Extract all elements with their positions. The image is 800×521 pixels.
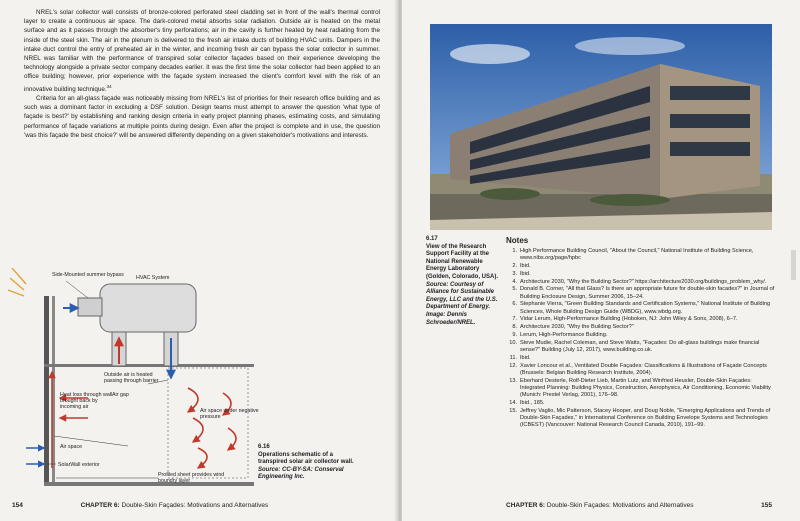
- body-text: [24, 8, 380, 140]
- paragraph-1: NREL's solar collector wall consists of bronze-colored perforated steel cladding set in front of the wall's thermal control layer to create a continuous air space. The dark-colored metal absorbs solar radiation. Outside air is heated on the metal surface and as it passes through the absorber's tiny perforations; air in the cavity is further heated by heat radiating from the inside of the steel skin. The air in the plenum is delivered to the fresh air intake ducts of building HVAC units. Dampers in the intake duct control the entry of preheated air in the winter, and incoming fresh air can bypass the solar collector in summer. NREL was familiar with the performance of transpired solar collector façades based on their experience developing the technology alongside a private sector company decades earlier. It was the first time the solar collector had been applied to an office building; however, prior experience with the façade system increased the client's comfort level with the risk of an innovative building technique.$^{34}$: [24, 9, 380, 93]
- sun-rays: [8, 268, 26, 296]
- label-bypass: Side-Mounted summer bypass: [52, 272, 124, 278]
- notes-list: [506, 248, 778, 429]
- label-air-space: Air space: [60, 444, 83, 450]
- caption-source: Source: CC-BY-SA: Conserval Engineering Inc.: [258, 466, 344, 481]
- note-item: 6. Stephanie Vierra, "Green Building Standards and Certification Systems," National Institute of Building Sciences, Whole Building Design Guide (WBDG), www.wbdg.org.: [512, 301, 771, 315]
- note-item: 15. Jeffrey Vaglio, Mic Patterson, Stacey Hooper, and Doug Noble, "Emerging Applications and Trends of Double-Skin Façades," in International Conference on Building Envelope Systems and Technologies (ICBEST) (Vancouver: National Research Council Canada, 2010), 191–99.: [509, 407, 771, 428]
- note-item: 2. Ibid.: [512, 263, 531, 269]
- chapter-title: Double-Skin Façades: Motivations and Alternatives: [546, 502, 694, 509]
- chapter-label: CHAPTER 6:: [80, 502, 120, 509]
- note-item: 7. Vidar Lerum, High-Performance Building (Hoboken, NJ: John Wiley & Sons, 2008), 6–7.: [512, 316, 738, 323]
- note-item: 5. Donald B. Corner, "All that Glass? Is there an appropriate future for double-skin facades?" in Journal of Building Enclosure Design, Summer 2006, 15–24.: [512, 286, 775, 300]
- page-number: 154: [12, 502, 23, 509]
- note-item: 11. Ibid.: [509, 354, 531, 361]
- right-page: [402, 0, 800, 521]
- label-heat-loss: Heat loss through wall brought back by incoming air: [60, 392, 113, 411]
- note-item: 3. Ibid.: [512, 270, 531, 277]
- caption-number: 6.16: [258, 444, 270, 450]
- caption-6-17: [426, 236, 502, 327]
- label-solarwall: SolarWall exterior: [58, 462, 100, 468]
- note-item: 9. Lerum, High-Performance Building.: [512, 331, 608, 338]
- footnote-ref: 34: [106, 83, 112, 89]
- building-photo: [430, 24, 772, 230]
- chapter-label: CHAPTER 6:: [506, 502, 546, 509]
- note-item: 8. Architecture 2030, "Why the Building Sector?": [512, 324, 634, 331]
- paragraph-2: Criteria for an all-glass façade was noticeably missing from NREL's list of priorities for their research office building and as such was a dominant factor in excluding a DSF solution. Design teams must attempt to answer the question 'what type of façade is best?' by establishing and ranking design criteria in early project planning phases, estimating costs, and simulating performance of façade variations at multiple points during design. Even after the project is complete and in use, the question 'was this façade the best choice?' will be answered differently depending on a given stakeholder's motivations and interests.: [24, 94, 380, 139]
- label-outside-air: Outside air is heated passing through barrier: [104, 372, 159, 385]
- chapter-title: Double-Skin Façades: Motivations and Alternatives: [121, 502, 269, 509]
- note-item: 10. Steve Mudie, Rachel Coleman, and Steve Watts, "Façades: Do all-glass buildings make financial sense?" Building (July 12, 2017), www.building.co.uk.: [509, 339, 760, 353]
- caption-source: Source: Courtesy of Alliance for Sustainable Energy, LLC and the U.S. Department of Energy. Image: Dennis Schroeder/NREL.: [426, 281, 498, 326]
- solar-collector-diagram: [8, 268, 280, 500]
- notes-heading: Notes: [506, 236, 529, 245]
- label-hvac: HVAC System: [136, 275, 170, 281]
- note-item: 4. Architecture 2030, "Why the Building Sector?" https://architecture2030.org/buildings_problem_why/.: [512, 278, 767, 285]
- caption-number: 6.17: [426, 236, 438, 242]
- label-profiled-sheet: Profiled sheet provides wind boundry layer: [158, 472, 225, 485]
- page-number: 155: [761, 502, 772, 509]
- note-item: 1. High Performance Building Council, "About the Council," National Institute of Building Science, www.nibs.org/page/hpbc: [512, 248, 754, 262]
- caption-text: Operations schematic of a transpired solar air collector wall.: [258, 451, 354, 466]
- page-footer: [12, 502, 388, 509]
- caption-6-16: [258, 444, 358, 482]
- left-page: [0, 0, 398, 521]
- label-air-gap: Air gap: [112, 392, 129, 398]
- page-edge-tab: [791, 250, 796, 280]
- notes-section: [506, 236, 778, 430]
- note-item: 12. Xavier Loncour et al., Ventilated Double Façades: Classifications & Illustrations of Façade Concepts (Brussels: Belgian Building Research Institute, 2004).: [509, 362, 767, 376]
- page-footer: [506, 502, 772, 509]
- note-item: 13. Eberhard Oesterle, Rolf-Dieter Lieb, Martin Lutz, and Winfried Heusler, Double-Skin Façades: Integrated Planning: Building Physics, Construction, Aerophysics, Air Conditioning, Economic Viability (Munich: Prestel Verlag, 2001), 176–98.: [509, 377, 771, 398]
- caption-text: View of the Research Support Facility at the National Renewable Energy Laboratory (Golden, Colorado, USA).: [426, 243, 498, 280]
- note-item: 14. Ibid., 185.: [509, 399, 545, 406]
- label-air-space-under: Air space under negative pressure: [200, 408, 259, 421]
